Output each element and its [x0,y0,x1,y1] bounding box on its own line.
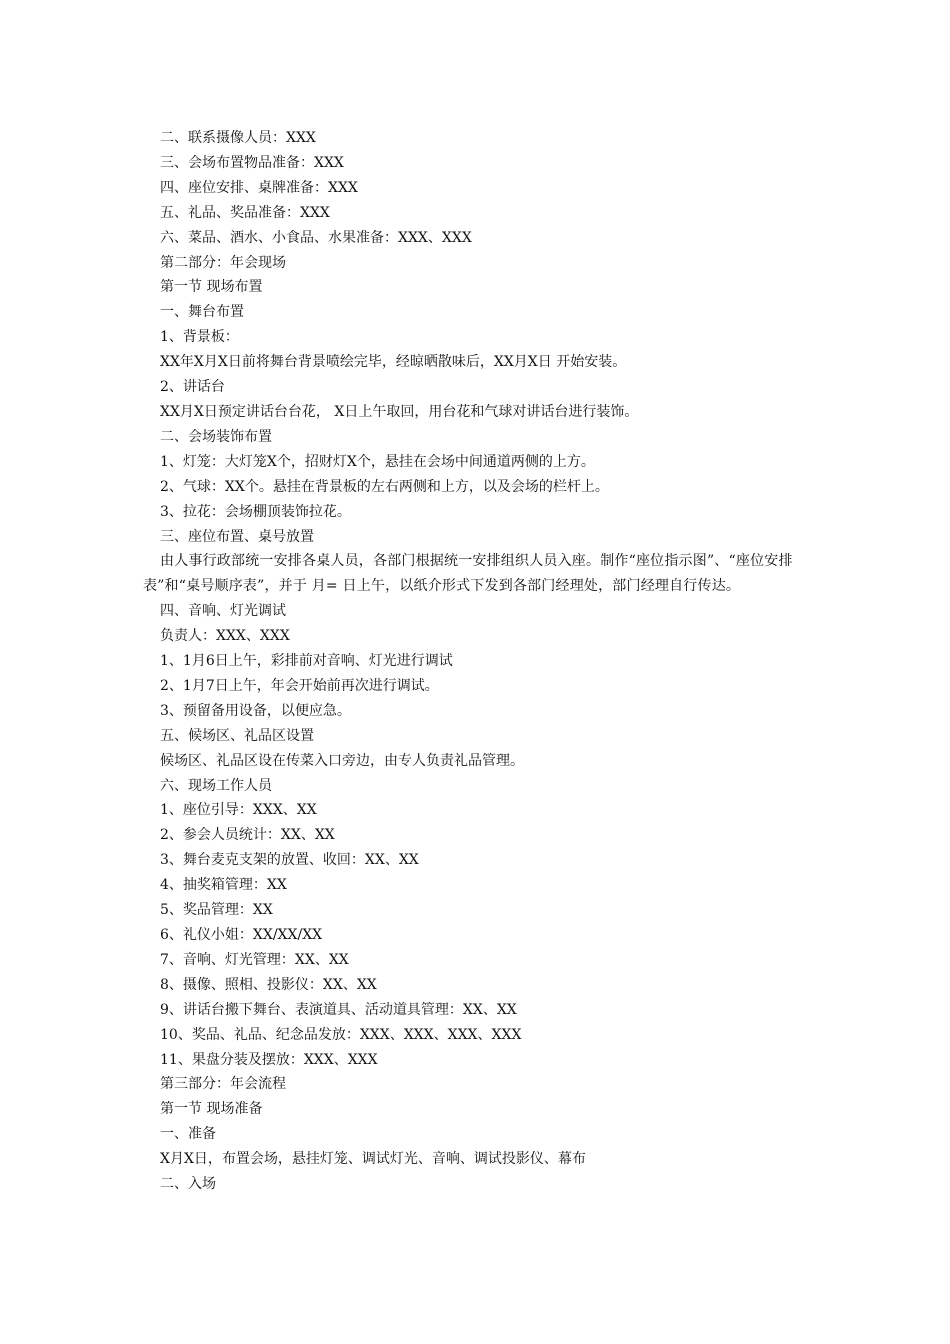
text-line: X月X日，布置会场，悬挂灯笼、调试灯光、音响、调试投影仪、幕布 [160,1151,586,1168]
text-line: 二、入场 [160,1176,216,1193]
document-body [143,126,823,1197]
text-line: 10、奖品、礼品、纪念品发放：XXX、XXX、XXX、XXX [160,1026,522,1043]
text-line: 二、联系摄像人员：XXX [160,130,316,146]
text-line: 2、气球：XX个。悬挂在背景板的左右两侧和上方，以及会场的栏杆上。 [160,478,609,495]
subsection-heading: 第一节 现场布置 [160,279,263,296]
text-line: 1、灯笼：大灯笼X个，招财灯X个，悬挂在会场中间通道两侧的上方。 [160,453,595,470]
text-line: 7、音响、灯光管理：XX、XX [160,951,349,968]
text-line: XX年X月X日前将舞台背景喷绘完毕，经晾晒散味后，XX月X日 开始安装。 [160,354,627,371]
section-heading: 第三部分：年会流程 [160,1076,286,1093]
subsection-heading: 第一节 现场准备 [160,1101,263,1118]
seating-paragraph: 由人事行政部统一安排各桌人员，各部门根据统一安排组织人员入座。制作“座位指示图”、“座位安排表”和“桌号顺序表”，并于 月= 日上午，以纸介形式下发到各部门经理处，部门经理自行传达。 [143,553,793,595]
text-line: 2、讲话台 [160,379,225,396]
text-line: 1、座位引导：XXX、XX [160,802,317,819]
text-line: 3、拉花：会场棚顶装饰拉花。 [160,503,351,520]
section-heading: 第二部分：年会现场 [160,254,286,271]
text-line: 1、1月6日上午，彩排前对音响、灯光进行调试 [160,653,453,670]
text-line: 2、参会人员统计：XX、XX [160,827,335,844]
text-line: 负责人：XXX、XXX [160,628,290,645]
text-line: 三、会场布置物品准备：XXX [160,154,344,171]
text-line: 二、会场装饰布置 [160,428,272,445]
text-line: 五、礼品、奖品准备：XXX [160,204,330,221]
text-line: 1、背景板： [160,329,239,346]
text-line: 2、1月7日上午，年会开始前再次进行调试。 [160,677,439,694]
text-line: 四、音响、灯光调试 [160,603,286,620]
text-line: 三、座位布置、桌号放置 [160,528,314,545]
text-line: 6、礼仪小姐：XX/XX/XX [160,927,323,943]
text-line: 4、抽奖箱管理：XX [160,877,287,894]
text-line: 六、现场工作人员 [160,777,272,794]
text-line: 一、准备 [160,1126,216,1143]
text-line: 候场区、礼品区设在传菜入口旁边，由专人负责礼品管理。 [160,752,524,769]
text-line: XX月X日预定讲话台台花， X日上午取回，用台花和气球对讲话台进行装饰。 [160,403,639,420]
text-line: 六、菜品、酒水、小食品、水果准备：XXX、XXX [160,229,472,246]
text-line: 四、座位安排、桌牌准备：XXX [160,179,358,196]
text-line: 9、讲话台搬下舞台、表演道具、活动道具管理：XX、XX [160,1001,517,1018]
text-line: 11、果盘分装及摆放：XXX、XXX [160,1051,378,1068]
text-line: 8、摄像、照相、投影仪：XX、XX [160,976,377,993]
text-line: 3、舞台麦克支架的放置、收回：XX、XX [160,852,419,869]
text-line: 3、预留备用设备，以便应急。 [160,702,351,719]
text-line: 五、候场区、礼品区设置 [160,727,314,744]
text-line: 一、舞台布置 [160,304,244,321]
text-line: 5、奖品管理：XX [160,902,273,919]
